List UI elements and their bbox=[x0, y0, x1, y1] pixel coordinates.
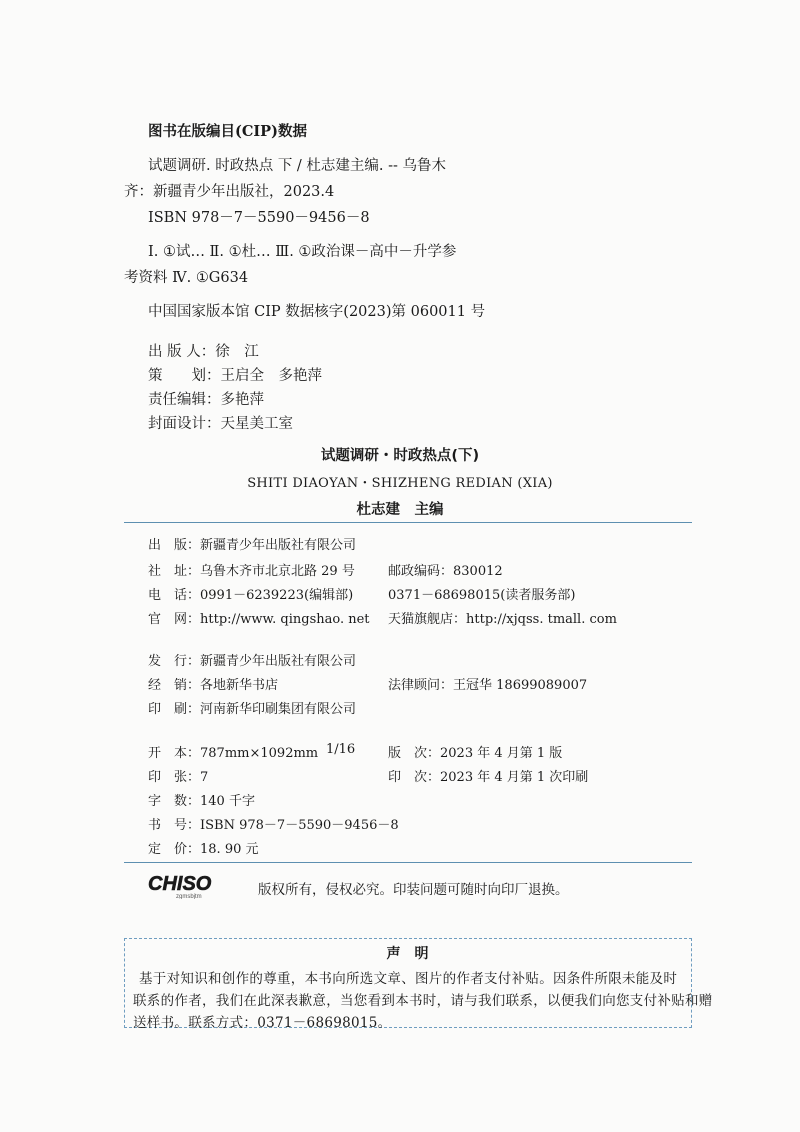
bottom-rule bbox=[124, 862, 692, 863]
chiso-logo-subtext: zgmsbjtm bbox=[176, 894, 202, 899]
format-fraction: 1/16 bbox=[326, 742, 356, 757]
field-value: 0991－6239223(编辑部) bbox=[200, 588, 354, 603]
legal-advisor bbox=[388, 674, 587, 693]
field-value: 140 千字 bbox=[200, 794, 255, 809]
field-label: 定 价： bbox=[148, 842, 201, 857]
field-label: 版 次： bbox=[388, 746, 441, 761]
website-link[interactable]: http://www. qingshao. net bbox=[200, 612, 370, 627]
sheets-line bbox=[148, 766, 208, 785]
chiso-logo-text: CHISO bbox=[148, 873, 212, 895]
edition bbox=[388, 742, 562, 761]
field-value: 新疆青少年出版社有限公司 bbox=[200, 654, 357, 669]
statement-box bbox=[124, 938, 713, 1031]
cip-line-1: 试题调研. 时政热点 下 / 杜志建主编. -- 乌鲁木 bbox=[148, 158, 447, 174]
staff-value: 王启全 多艳萍 bbox=[220, 368, 322, 384]
field-value: ISBN 978－7－5590－9456－8 bbox=[200, 818, 399, 833]
cip-heading: 图书在版编目(CIP)数据 bbox=[148, 123, 307, 140]
staff-editor bbox=[148, 388, 264, 409]
book-pinyin: SHITI DIAOYAN・SHIZHENG REDIAN (XIA) bbox=[247, 476, 553, 491]
field-value: 河南新华印刷集团有限公司 bbox=[200, 702, 357, 717]
word-count-line bbox=[148, 790, 255, 809]
staff-label: 策 划： bbox=[148, 368, 221, 384]
staff-planner bbox=[148, 364, 322, 385]
field-value: 7 bbox=[200, 770, 209, 785]
price-line bbox=[148, 838, 259, 857]
cip-line-3: ISBN 978－7－5590－9456－8 bbox=[148, 210, 370, 226]
statement-line-3: 送样书。联系方式：0371－68698015。 bbox=[133, 1015, 392, 1031]
publisher-line bbox=[148, 534, 356, 553]
format-line bbox=[148, 742, 318, 761]
staff-value: 多艳萍 bbox=[220, 392, 264, 408]
field-value: 2023 年 4 月第 1 次印刷 bbox=[440, 770, 589, 785]
chiso-logo-mark bbox=[148, 873, 258, 899]
field-label: 开 本： bbox=[148, 746, 201, 761]
staff-label: 责任编辑： bbox=[148, 392, 221, 408]
field-value: 各地新华书店 bbox=[200, 678, 279, 693]
field-label: 印 张： bbox=[148, 770, 201, 785]
field-label: 字 数： bbox=[148, 794, 201, 809]
chiso-logo bbox=[148, 873, 258, 899]
field-label: 电 话： bbox=[148, 588, 201, 603]
field-value: 乌鲁木齐市北京北路 29 号 bbox=[200, 564, 355, 579]
staff-label: 出 版 人： bbox=[148, 344, 216, 360]
field-label: 天猫旗舰店： bbox=[388, 612, 467, 627]
staff-publisher-person bbox=[148, 340, 259, 361]
isbn-line bbox=[148, 814, 399, 833]
field-value: 王冠华 18699089007 bbox=[453, 678, 588, 693]
cip-line-2: 齐：新疆青少年出版社，2023.4 bbox=[124, 184, 335, 200]
staff-label: 封面设计： bbox=[148, 416, 221, 432]
book-title: 试题调研・时政热点(下) bbox=[320, 448, 480, 464]
staff-cover-design bbox=[148, 412, 293, 433]
statement-line-1: 基于对知识和创作的尊重，本书向所选文章、图片的作者支付补贴。因条件所限未能及时 bbox=[139, 971, 678, 987]
copyright-notice: 版权所有，侵权必究。印装问题可随时向印厂退换。 bbox=[258, 882, 569, 898]
field-label: 印 次： bbox=[388, 770, 441, 785]
cip-number: 中国国家版本馆 CIP 数据核字(2023)第 060011 号 bbox=[148, 304, 486, 320]
field-label: 官 网： bbox=[148, 612, 201, 627]
address-line bbox=[148, 560, 355, 579]
statement-line-2: 联系的作者，我们在此深表歉意，当您看到本书时，请与我们联系，以便我们向您支付补贴和赠 bbox=[133, 993, 713, 1009]
postcode bbox=[388, 560, 503, 579]
field-label: 发 行： bbox=[148, 654, 201, 669]
cip-line-5: 考资料 Ⅳ. ①G634 bbox=[124, 270, 249, 286]
field-label: 法律顾问： bbox=[388, 678, 454, 693]
field-label: 出 版： bbox=[148, 538, 201, 553]
printing bbox=[388, 766, 588, 785]
field-label: 书 号： bbox=[148, 818, 201, 833]
tmall-store bbox=[388, 608, 617, 627]
staff-value: 徐 江 bbox=[215, 344, 259, 360]
retailer-line bbox=[148, 674, 278, 693]
cip-line-4: Ⅰ. ①试… Ⅱ. ①杜… Ⅲ. ①政治课－高中－升学参 bbox=[148, 244, 457, 260]
field-value: 787mm×1092mm bbox=[200, 746, 319, 761]
reader-service-phone: 0371－68698015(读者服务部) bbox=[388, 588, 576, 603]
field-value: 18. 90 元 bbox=[200, 842, 259, 857]
top-rule bbox=[124, 522, 692, 523]
printer-line bbox=[148, 698, 356, 717]
field-label: 印 刷： bbox=[148, 702, 201, 717]
book-editor: 杜志建 主编 bbox=[356, 502, 444, 518]
field-value: 新疆青少年出版社有限公司 bbox=[200, 538, 357, 553]
staff-value: 天星美工室 bbox=[220, 416, 293, 432]
field-value: 830012 bbox=[453, 564, 503, 579]
field-label: 经 销： bbox=[148, 678, 201, 693]
phone-line bbox=[148, 584, 353, 603]
field-value: 2023 年 4 月第 1 版 bbox=[440, 746, 563, 761]
field-label: 邮政编码： bbox=[388, 564, 454, 579]
statement-title: 声 明 bbox=[386, 946, 429, 962]
website-line bbox=[148, 608, 370, 627]
field-label: 社 址： bbox=[148, 564, 201, 579]
distribution-line bbox=[148, 650, 356, 669]
tmall-link[interactable]: http://xjqss. tmall. com bbox=[466, 612, 617, 627]
